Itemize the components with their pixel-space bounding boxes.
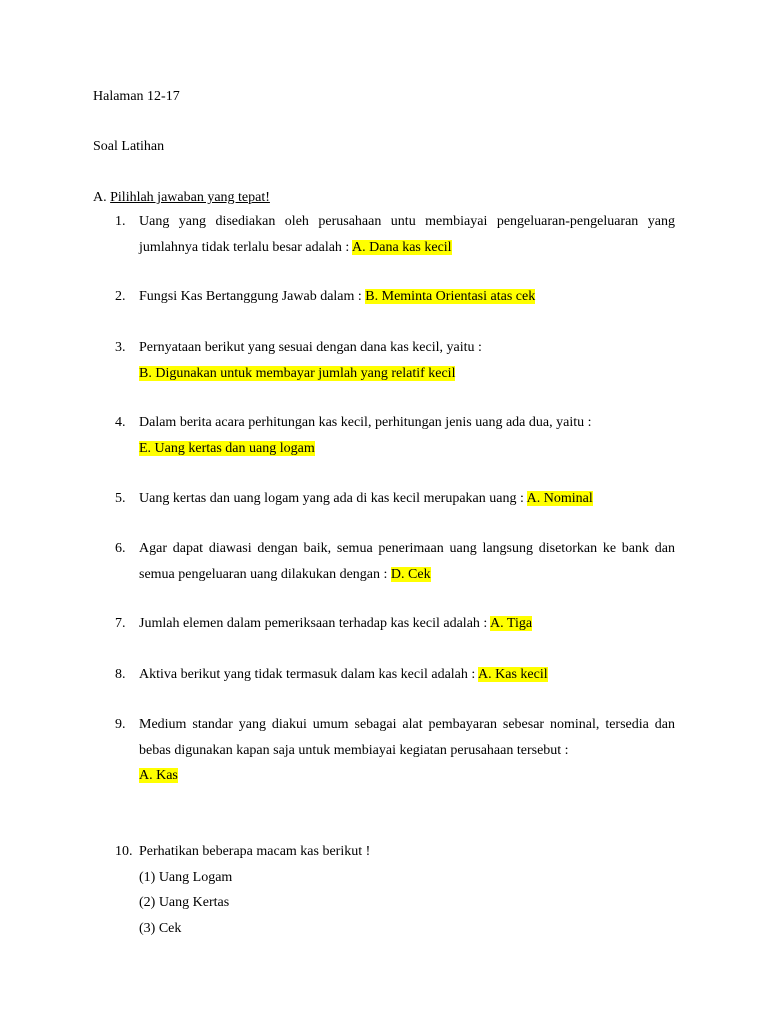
question-number: 7. (115, 616, 126, 631)
question-number: 5. (115, 491, 126, 506)
question-text: Dalam berita acara perhitungan kas kecil, perhitungan jenis uang ada dua, yaitu : (139, 415, 592, 430)
question-body (139, 536, 675, 587)
list-item: (2) Uang Kertas (139, 895, 230, 910)
answer-highlight: A. Kas (139, 768, 178, 783)
document-title: Soal Latihan (93, 139, 165, 154)
question-text: Aktiva berikut yang tidak termasuk dalam kas kecil adalah : (139, 667, 476, 682)
answer-highlight: B. Digunakan untuk membayar jumlah yang relatif kecil (139, 365, 456, 381)
question-body (139, 662, 675, 688)
question-body (139, 410, 675, 461)
answer-highlight: A. Kas kecil (478, 667, 548, 682)
question-text: Pernyataan berikut yang sesuai dengan dana kas kecil, yaitu : (139, 340, 482, 355)
question-body (139, 209, 675, 260)
answer-highlight: A. Tiga (490, 616, 533, 631)
question-number: 9. (115, 717, 126, 732)
answer-highlight: D. Cek (390, 566, 431, 582)
question-text: Agar dapat diawasi dengan baik, semua penerimaan uang langsung disetorkan ke bank dan semua pengeluaran uang dilakukan dengan : (139, 541, 675, 582)
section-instruction: Pilihlah jawaban yang tepat! (110, 190, 270, 205)
answer-highlight: B. Meminta Orientasi atas cek (365, 289, 536, 304)
question-body (139, 486, 675, 512)
question-text: Uang kertas dan uang logam yang ada di kas kecil merupakan uang : (139, 491, 524, 506)
question-number: 2. (115, 289, 126, 304)
section-letter: A. (93, 190, 107, 205)
question-number: 10. (115, 844, 133, 859)
question-body (139, 335, 675, 386)
question-body (139, 712, 675, 789)
question-text: Jumlah elemen dalam pemeriksaan terhadap kas kecil adalah : (139, 616, 488, 631)
answer-highlight: A. Nominal (526, 491, 593, 506)
question-text: Uang yang disediakan oleh perusahaan untu membiayai pengeluaran-pengeluaran yang jumlahnya tidak terlalu besar adalah : (139, 214, 675, 255)
question-text: Medium standar yang diakui umum sebagai alat pembayaran sebesar nominal, tersedia dan bebas digunakan kapan saja untuk membiayai kegiatan perusahaan tersebut : (139, 717, 675, 758)
section-heading (93, 189, 270, 207)
question-number: 1. (115, 214, 126, 229)
list-item: (1) Uang Logam (139, 869, 233, 885)
list-item: (3) Cek (139, 920, 182, 936)
question-body (139, 284, 675, 310)
question-number: 6. (115, 541, 126, 556)
question-number: 4. (115, 415, 126, 430)
question-text: Fungsi Kas Bertanggung Jawab dalam : (139, 289, 362, 304)
answer-highlight: A. Dana kas kecil (352, 239, 452, 255)
question-number: 3. (115, 340, 126, 355)
page-reference: Halaman 12-17 (93, 89, 180, 104)
question-body (139, 839, 675, 941)
question-number: 8. (115, 667, 126, 682)
answer-highlight: E. Uang kertas dan uang logam (139, 440, 315, 456)
question-body (139, 611, 675, 637)
question-text: Perhatikan beberapa macam kas berikut ! (139, 844, 371, 859)
